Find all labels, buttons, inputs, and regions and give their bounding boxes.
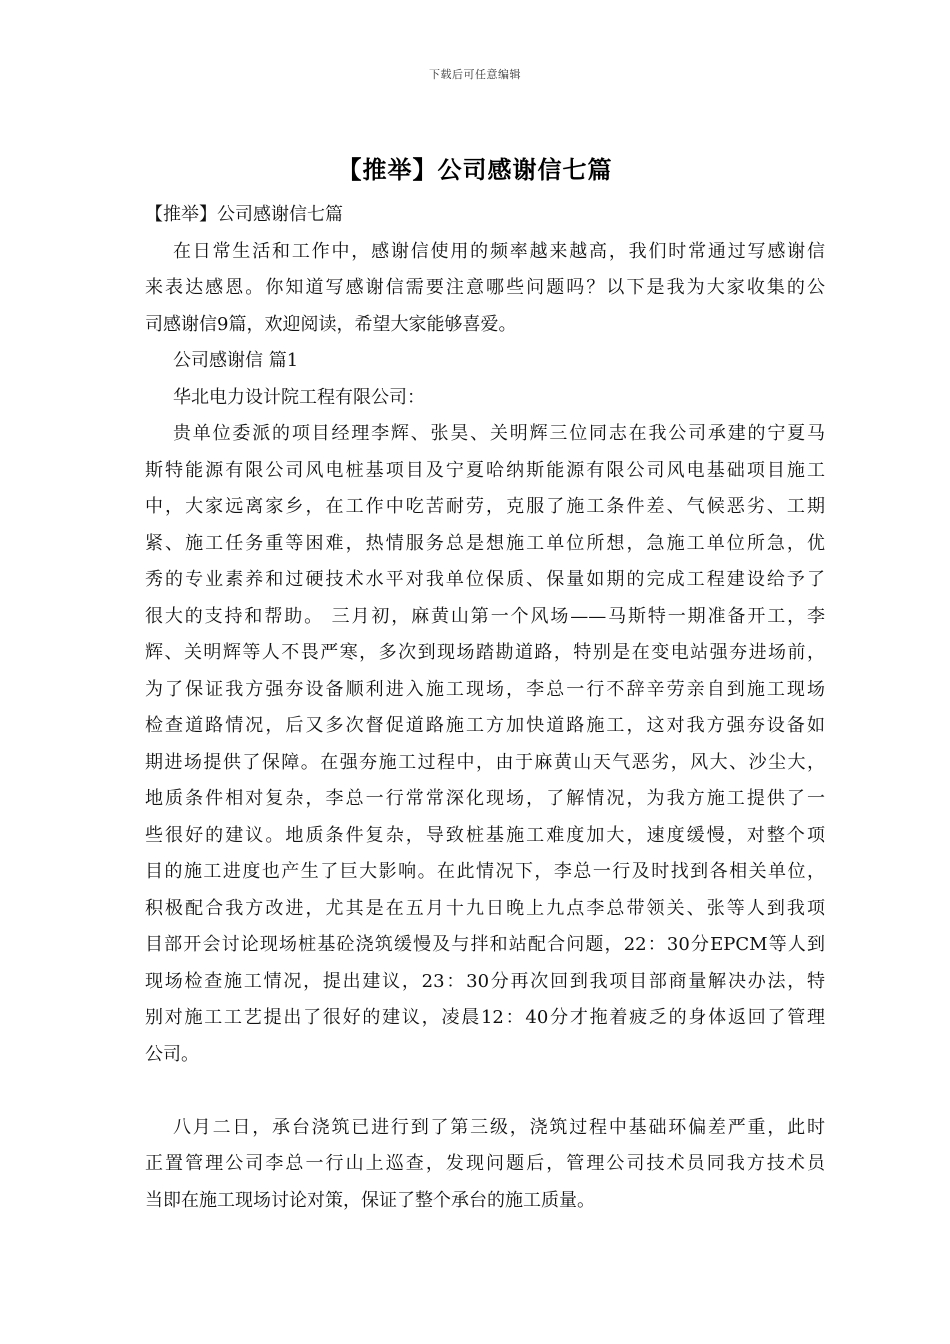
paragraph-line: 目的施工进度也产生了巨大影响。在此情况下，李总一行及时找到各相关单位， xyxy=(145,861,825,882)
paragraph-line: 辉、关明辉等人不畏严寒，多次到现场踏勘道路，特别是在变电站强夯进场前， xyxy=(145,642,825,663)
paragraph-line: 公司。 xyxy=(145,1043,199,1065)
paragraph-line: 秀的专业素养和过硬技术水平对我单位保质、保量如期的完成工程建设给予了 xyxy=(145,569,825,590)
salutation: 华北电力设计院工程有限公司： xyxy=(173,386,425,408)
paragraph-line: 现场检查施工情况，提出建议，23：30分再次回到我项目部商量解决办法，特 xyxy=(145,970,825,992)
header-note: 下载后可任意编辑 xyxy=(429,68,521,81)
paragraph-line: 检查道路情况，后又多次督促道路施工方加快道路施工，这对我方强夯设备如 xyxy=(145,715,825,736)
paragraph-line: 别对施工工艺提出了很好的建议，凌晨12：40分才拖着疲乏的身体返回了管理 xyxy=(145,1007,825,1028)
paragraph-line: 目部开会讨论现场桩基砼浇筑缓慢及与拌和站配合问题，22：30分EPCM等人到 xyxy=(145,934,825,955)
paragraph-line: 期进场提供了保障。在强夯施工过程中，由于麻黄山天气恶劣，风大、沙尘大， xyxy=(145,751,825,773)
paragraph-line: 些很好的建议。地质条件复杂，导致桩基施工难度加大，速度缓慢，对整个项 xyxy=(145,824,825,846)
paragraph-line: 中，大家远离家乡，在工作中吃苦耐劳，克服了施工条件差、气候恶劣、工期 xyxy=(145,496,825,517)
paragraph-line: 正置管理公司李总一行山上巡查，发现问题后，管理公司技术员同我方技术员 xyxy=(145,1153,825,1174)
paragraph-gap xyxy=(145,1073,825,1110)
document-body xyxy=(145,197,825,1219)
paragraph-line: 斯特能源有限公司风电桩基项目及宁夏哈纳斯能源有限公司风电基础项目施工 xyxy=(145,459,825,481)
paragraph-line: 贵单位委派的项目经理李辉、张昊、关明辉三位同志在我公司承建的宁夏马 xyxy=(173,423,825,444)
section-heading: 公司感谢信 篇1 xyxy=(173,350,299,371)
document-title: 【推举】公司感谢信七篇 xyxy=(337,155,613,184)
paragraph-line: 为了保证我方强夯设备顺利进入施工现场，李总一行不辞辛劳亲自到施工现场 xyxy=(145,678,825,700)
paragraph-line: 来表达感恩。你知道写感谢信需要注意哪些问题吗？以下是我为大家收集的公 xyxy=(145,277,825,298)
paragraph-line: 在日常生活和工作中，感谢信使用的频率越来越高，我们时常通过写感谢信 xyxy=(173,240,825,262)
paragraph-line: 当即在施工现场讨论对策，保证了整个承台的施工质量。 xyxy=(145,1189,595,1211)
paragraph-line: 积极配合我方改进，尤其是在五月十九日晚上九点李总带领关、张等人到我项 xyxy=(145,897,825,919)
paragraph-line: 八月二日，承台浇筑已进行到了第三级，浇筑过程中基础环偏差严重，此时 xyxy=(173,1116,825,1138)
subtitle-line: 【推举】公司感谢信七篇 xyxy=(145,204,343,225)
paragraph-line: 紧、施工任务重等困难，热情服务总是想施工单位所想，急施工单位所急，优 xyxy=(145,532,825,554)
paragraph-line: 司感谢信9篇，欢迎阅读，希望大家能够喜爱。 xyxy=(145,313,517,335)
paragraph-line: 很大的支持和帮助。 三月初，麻黄山第一个风场——马斯特一期准备开工，李 xyxy=(145,605,825,627)
paragraph-line: 地质条件相对复杂，李总一行常常深化现场，了解情况，为我方施工提供了一 xyxy=(145,788,825,809)
